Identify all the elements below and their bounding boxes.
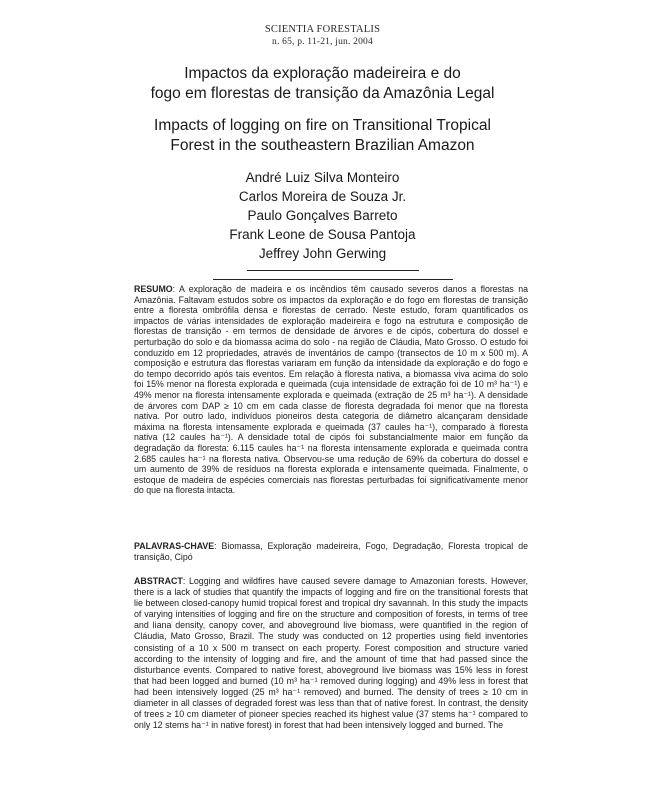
title-en-line-2: Forest in the southeastern Brazilian Amazon: [170, 137, 475, 154]
title-pt-line-2: fogo em florestas de transição da Amazônia Legal: [150, 85, 495, 102]
journal-name: SCIENTIA FORESTALIS: [264, 24, 381, 35]
resumo-text: : A exploração de madeira e os incêndios têm causado severos danos a florestas na Amazônia. Faltavam estudos sobre os impactos da exploração e do fogo em florestas de transição entre a floresta ombrófila densa e florestas de cerrado. Neste estudo, foram quantificados os impactos de várias intensidades de exploração madeireira e fogo na estrutura e composição de florestas de transição - em termos de densidade de árvores e de cipós, cobertura do dossel e perturbação do solo e da biomassa acima do solo - na região de Cláudia, Mato Grosso. O estudo foi conduzido em 12 propriedades, através de inventários de campo (transectos de 10 m x 500 m). A composição e estrutura das florestas variaram em função da intensidade da exploração e do fogo e do tempo decorrido após tais eventos. Em relação à floresta nativa, a biomassa viva acima do solo foi 15% menor na floresta explorada e queimada (cuja intensidade de extração foi de 10 m³ ha⁻¹) e 49% menor na floresta intensamente explorada e queimada (extração de 25 m³ ha⁻¹). A densidade de árvores com DAP ≥ 10 cm em cada classe de floresta degradada foi menor que na floresta nativa. Por outro lado, indivíduos pioneiros desta categoria de diâmetro alcançaram densidade máxima na floresta intensamente explorada e queimada (37 caules ha⁻¹), comparado à floresta nativa (12 caules ha⁻¹). A densidade total de cipós foi substancialmente maior em função da degradação da floresta: 6.115 caules ha⁻¹ na floresta intensamente explorada e queimada contra 2.685 caules ha⁻¹ na floresta nativa. Observou-se uma redução de 69% da cobertura do dossel e um aumento de 39% de resíduos na floresta explorada e intensamente queimada. Finalmente, o estoque de madeira de espécies comerciais nas florestas perturbadas foi significativamente menor do que na floresta intacta.: [134, 284, 528, 496]
title-portuguese: [0, 64, 645, 104]
author: Jeffrey John Gerwing: [258, 246, 387, 261]
journal-citation: n. 65, p. 11-21, jun. 2004: [272, 37, 373, 47]
divider-rule: [213, 279, 453, 280]
abstract-paragraph: [134, 576, 528, 731]
journal-header: [0, 24, 645, 48]
abstract-text: : Logging and wildfires have caused severe damage to Amazonian forests. However, there is a lack of studies that quantify the impacts of logging and fire on the transitional forests that lie between closed-canopy humid tropical forest and tropical dry savannah. In this study the impacts of varying intensities of logging and fire on the structure and composition of forests, in terms of tree and liana density, canopy cover, and aboveground live biomass, were quantified in the region of Cláudia, Mato Grosso, Brazil. The study was conducted on 12 properties using field inventories consisting of a 10 x 500 m transect on each property. Forest composition and structure varied according to the intensity of logging and fire, and the amount of time that had passed since the disturbance events. Compared to native forest, aboveground live biomass was 15% less in forest that had been logged and burned (10 m³ ha⁻¹ removed during logging) and 49% less in forest that had been intensively logged (25 m³ ha⁻¹ removed) and burned. The density of trees ≥ 10 cm in diameter in all classes of degraded forest was less than that of native forest. In contrast, the density of trees ≥ 10 cm diameter of pioneer species reached its highest value (37 stems ha⁻¹ compared to only 12 stems ha⁻¹ in native forest) in forest that had been intensively logged and burned. The: [134, 576, 528, 731]
author-list: [0, 168, 645, 263]
author: Paulo Gonçalves Barreto: [247, 208, 398, 223]
keywords-label: PALAVRAS-CHAVE: [134, 541, 215, 551]
keywords-paragraph: [134, 541, 528, 562]
resumo-label: RESUMO: [134, 284, 173, 294]
author: Frank Leone de Sousa Pantoja: [229, 227, 416, 242]
author: André Luiz Silva Monteiro: [245, 170, 400, 185]
title-pt-line-1: Impactos da exploração madeireira e do: [184, 65, 461, 82]
resumo-paragraph: [134, 284, 528, 496]
keywords-text: : Biomassa, Exploração madeireira, Fogo, Degradação, Floresta tropical de transição, Cipó: [134, 541, 528, 562]
abstract-label: ABSTRACT: [134, 576, 183, 586]
divider-rule: [247, 270, 419, 271]
title-english: [0, 116, 645, 156]
author: Carlos Moreira de Souza Jr.: [238, 189, 407, 204]
title-en-line-1: Impacts of logging on fire on Transitional Tropical: [154, 117, 491, 134]
